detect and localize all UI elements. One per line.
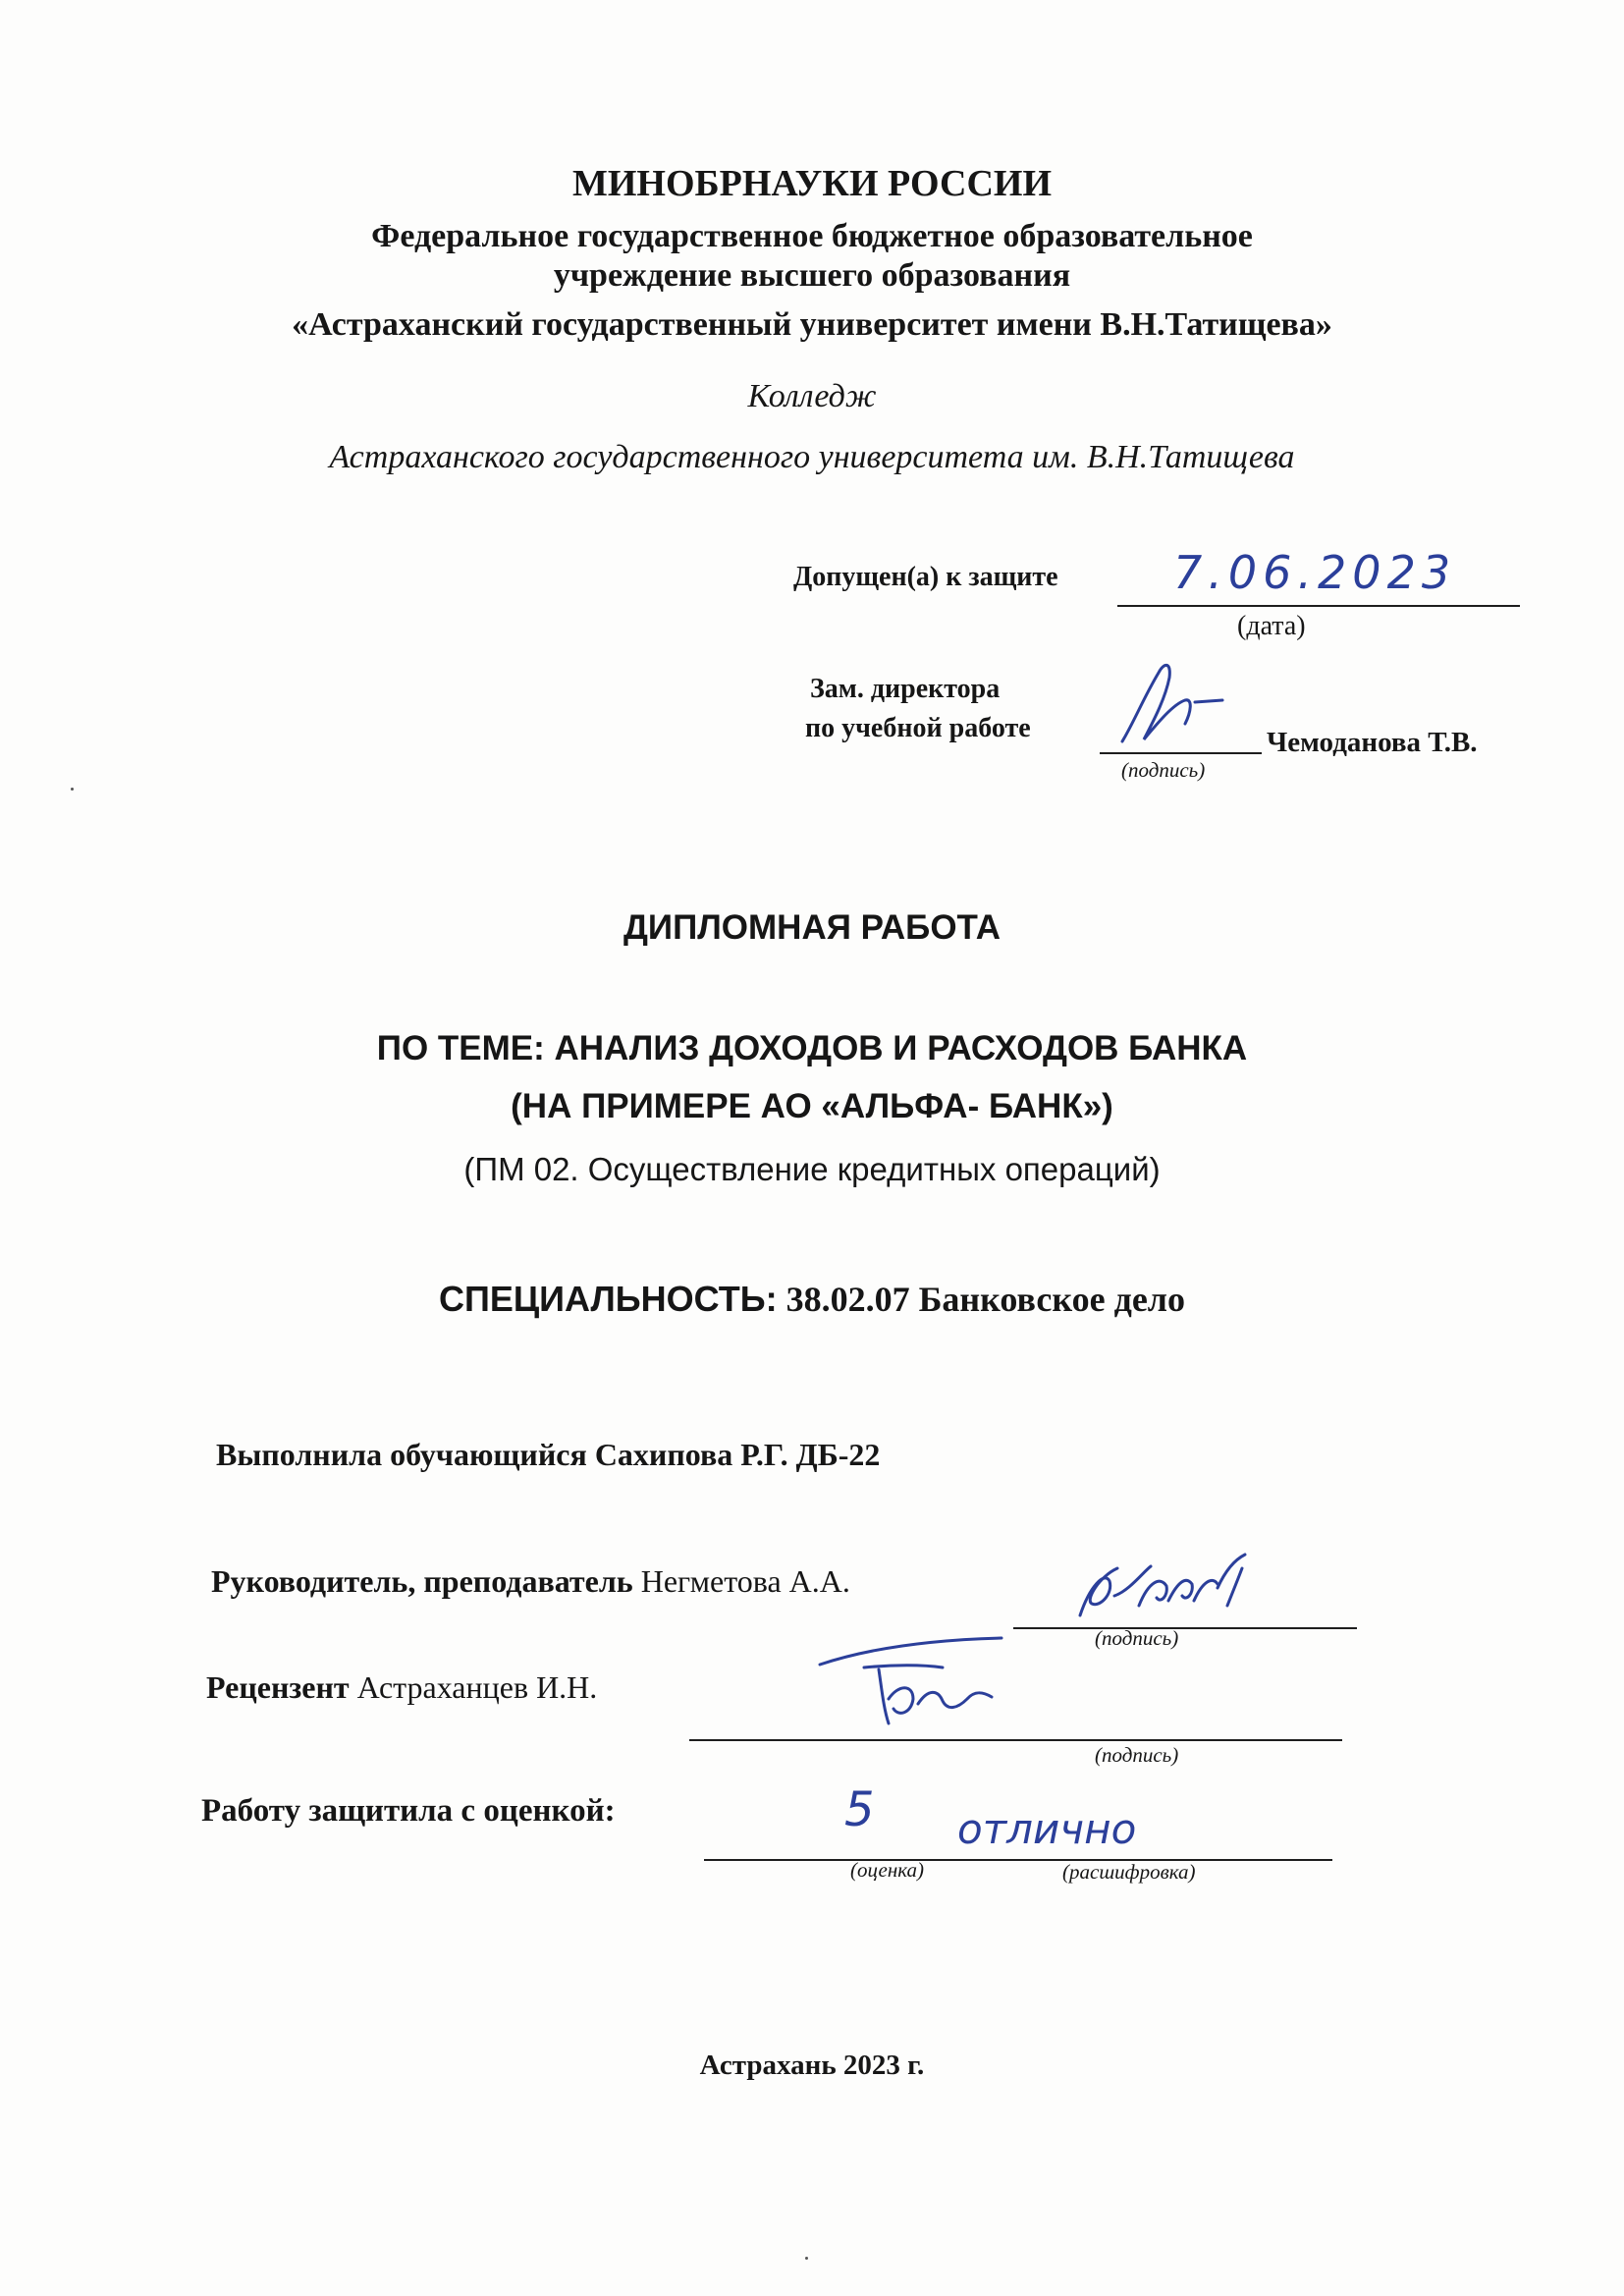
specialty-value: 38.02.07 Банковское дело	[785, 1280, 1185, 1319]
professional-module: (ПМ 02. Осуществление кредитных операций)	[463, 1151, 1161, 1187]
score-caption: (оценка)	[850, 1858, 925, 1882]
supervisor-line	[211, 1563, 850, 1600]
admission-label: Допущен(а) к защите	[793, 562, 1058, 592]
date-caption: (дата)	[1237, 611, 1306, 641]
topic-line-2: (НА ПРИМЕРЕ АО «АЛЬФА- БАНК»)	[511, 1087, 1113, 1125]
supervisor-signature	[1070, 1547, 1257, 1635]
deputy-signature-caption: (подпись)	[1121, 758, 1206, 782]
ministry-heading: МИНОБРНАУКИ РОССИИ	[571, 163, 1053, 204]
deputy-signature	[1105, 643, 1242, 756]
handwritten-score-text: отлично	[957, 1805, 1137, 1853]
supervisor-signature-caption: (подпись)	[1095, 1626, 1179, 1650]
date-line	[1117, 605, 1520, 607]
reviewer-name: Астраханцев И.Н.	[356, 1669, 598, 1705]
institution-line-2: учреждение высшего образования	[553, 257, 1071, 294]
grade-line	[704, 1859, 1332, 1861]
supervisor-label: Руководитель, преподаватель	[211, 1563, 633, 1599]
handwritten-date: 7.06.2023	[1173, 546, 1457, 599]
deputy-title-line-2: по учебной работе	[805, 713, 1031, 743]
supervisor-name: Негметова А.А.	[640, 1563, 850, 1599]
reviewer-signature-caption: (подпись)	[1095, 1743, 1179, 1767]
handwritten-score: 5	[844, 1782, 875, 1837]
reviewer-signature	[805, 1630, 1051, 1728]
city-year: Астрахань 2023 г.	[699, 2050, 925, 2081]
university-name: «Астраханский государственный университет имени В.Н.Татищева»	[292, 306, 1332, 343]
grade-label: Работу защитила с оценкой:	[201, 1793, 616, 1829]
scan-speck	[71, 788, 74, 791]
reviewer-label: Рецензент	[206, 1669, 350, 1705]
deputy-name: Чемоданова Т.В.	[1267, 727, 1478, 758]
specialty-line	[0, 1279, 1624, 1320]
student-line: Выполнила обучающийся Сахипова Р.Г. ДБ-22	[216, 1437, 881, 1472]
deputy-title-line-1: Зам. директора	[810, 674, 1001, 704]
college-line-1: Колледж	[747, 378, 877, 414]
document-type: ДИПЛОМНАЯ РАБОТА	[623, 908, 1001, 947]
reviewer-line	[206, 1669, 597, 1706]
transcript-caption: (расшифровка)	[1062, 1860, 1196, 1884]
college-line-2: Астраханского государственного университета им. В.Н.Татищева	[329, 439, 1295, 475]
scan-speck	[805, 2257, 808, 2260]
institution-line-1: Федеральное государственное бюджетное образовательное	[371, 218, 1253, 254]
reviewer-signature-line	[689, 1739, 1342, 1741]
specialty-label: СПЕЦИАЛЬНОСТЬ:	[439, 1279, 778, 1319]
topic-line-1: ПО ТЕМЕ: АНАЛИЗ ДОХОДОВ И РАСХОДОВ БАНКА	[376, 1029, 1248, 1067]
